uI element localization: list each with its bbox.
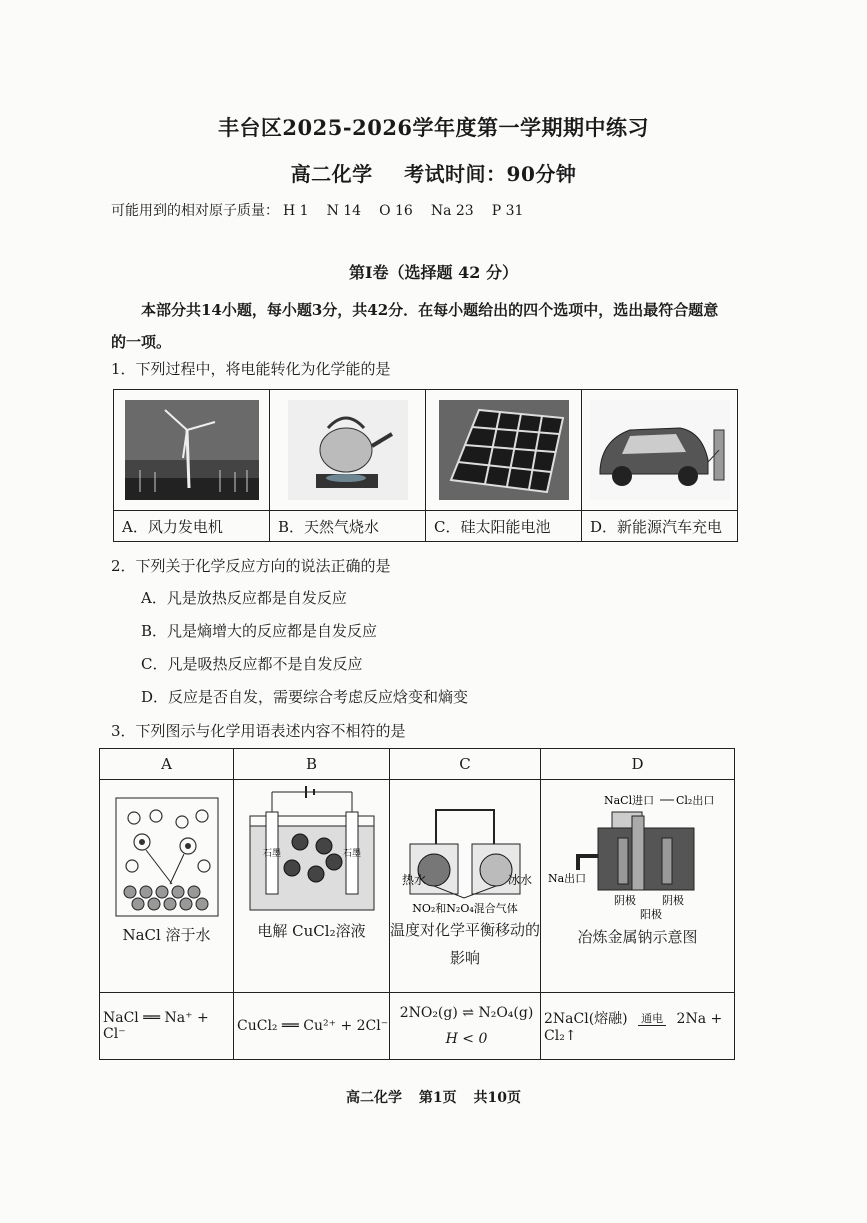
sodium-smelting-icon [548, 786, 728, 922]
c-gas-label: NO₂和N₂O₄混合气体 [412, 902, 518, 915]
q1-option-c: C．硅太阳能电池 [426, 511, 582, 542]
q3-stem: 3．下列图示与化学用语表述内容不相符的是 [111, 722, 406, 740]
exam-title: 丰台区2025-2026学年度第一学期期中练习 [217, 115, 650, 140]
q1-option-d: D．新能源汽车充电 [582, 511, 738, 542]
mass-item: P 31 [491, 203, 524, 219]
nacl-dissolve-icon [112, 796, 222, 920]
q3-header-a: A [100, 749, 234, 780]
equilibrium-flasks-icon [390, 786, 540, 916]
q3-equation-b: CuCl₂ ══ Cu²⁺ + 2Cl⁻ [234, 993, 390, 1060]
b-electrode-right: 石墨 [342, 849, 361, 859]
q3-table [99, 748, 735, 1060]
kettle-image [270, 390, 426, 511]
q3-caption-a: NaCl 溶于水 [122, 926, 211, 944]
atomic-masses [111, 200, 541, 220]
q3-figure-a [100, 780, 234, 993]
masses-label: 可能用到的相对原子质量： [111, 203, 279, 219]
q2-option-d: D．反应是否自发，需要综合考虑反应焓变和熵变 [141, 688, 469, 706]
q2-stem: 2．下列关于化学反应方向的说法正确的是 [111, 557, 391, 575]
mass-item: O 16 [379, 203, 413, 219]
q2-option-a: A．凡是放热反应都是自发反应 [141, 589, 347, 607]
q3-header-c: C [390, 749, 541, 780]
kettle-icon [288, 400, 408, 500]
q3-caption-b: 电解 CuCl₂溶液 [257, 922, 366, 940]
solar-panel-icon [439, 400, 569, 500]
q3-figure-d [541, 780, 735, 993]
b-electrode-left: 石墨 [262, 849, 281, 859]
q2-option-c: C．凡是吸热反应都不是自发反应 [141, 655, 363, 673]
enthalpy-condition: H < 0 [445, 1031, 488, 1047]
exam-subtitle [0, 158, 867, 187]
q1-option-b: B．天然气烧水 [270, 511, 426, 542]
products: 2Na + Cl₂↑ [544, 1011, 723, 1044]
condition-label: 通电 [638, 1013, 666, 1026]
d-cl2-label: Cl₂出口 [675, 794, 714, 807]
mass-item: H 1 [283, 203, 309, 219]
q3-equation-d [541, 993, 735, 1060]
exam-time: 考试时间：90分钟 [404, 162, 577, 186]
q3-header-b: B [234, 749, 390, 780]
q1-table [113, 389, 738, 542]
wind-turbine-image [114, 390, 270, 511]
footer-page: 第1页 [418, 1090, 457, 1106]
d-cathode-label: 阴极 [661, 894, 684, 907]
q3-figure-c [390, 780, 541, 993]
wind-turbine-icon [125, 400, 259, 500]
q1-stem: 1．下列过程中，将电能转化为化学能的是 [111, 360, 391, 378]
reactant: 2NaCl(熔融) [544, 1011, 628, 1027]
mass-item: N 14 [326, 203, 362, 219]
subject-name: 高二化学 [290, 162, 373, 186]
q3-equation-c [390, 993, 541, 1060]
equilibrium-equation: 2NO₂(g) ⇌ N₂O₄(g) [399, 1005, 534, 1021]
footer-total: 共10页 [473, 1090, 521, 1106]
q1-option-a: A．风力发电机 [114, 511, 270, 542]
q3-caption-c: 温度对化学平衡移动的影响 [390, 921, 541, 967]
section-title: 第Ⅰ卷（选择题 42 分） [349, 263, 518, 282]
electrolysis-cell-icon [242, 786, 382, 916]
d-anode-label: 阳极 [639, 908, 662, 921]
c-hot-label: 热水 [402, 873, 427, 887]
d-na-label: Na出口 [547, 872, 586, 885]
car-icon [590, 400, 730, 500]
d-cathode-label: 阴极 [613, 894, 636, 907]
q3-header-d: D [541, 749, 735, 780]
q2-option-b: B．凡是熵增大的反应都是自发反应 [141, 622, 378, 640]
footer-subject: 高二化学 [346, 1090, 402, 1106]
page-footer [0, 1087, 867, 1107]
mass-item: Na 23 [430, 203, 474, 219]
q3-figure-b [234, 780, 390, 993]
q3-equation-a: NaCl ══ Na⁺ + Cl⁻ [100, 993, 234, 1060]
ev-charging-image [582, 390, 738, 511]
section-intro: 本部分共14小题，每小题3分，共42分．在每小题给出的四个选项中，选出最符合题意的一项。 [111, 301, 719, 351]
c-cold-label: 冰水 [508, 873, 533, 887]
solar-panel-image [426, 390, 582, 511]
d-nacl-label: NaCl进口 [603, 794, 654, 807]
q3-caption-d: 冶炼金属钠示意图 [577, 928, 698, 946]
